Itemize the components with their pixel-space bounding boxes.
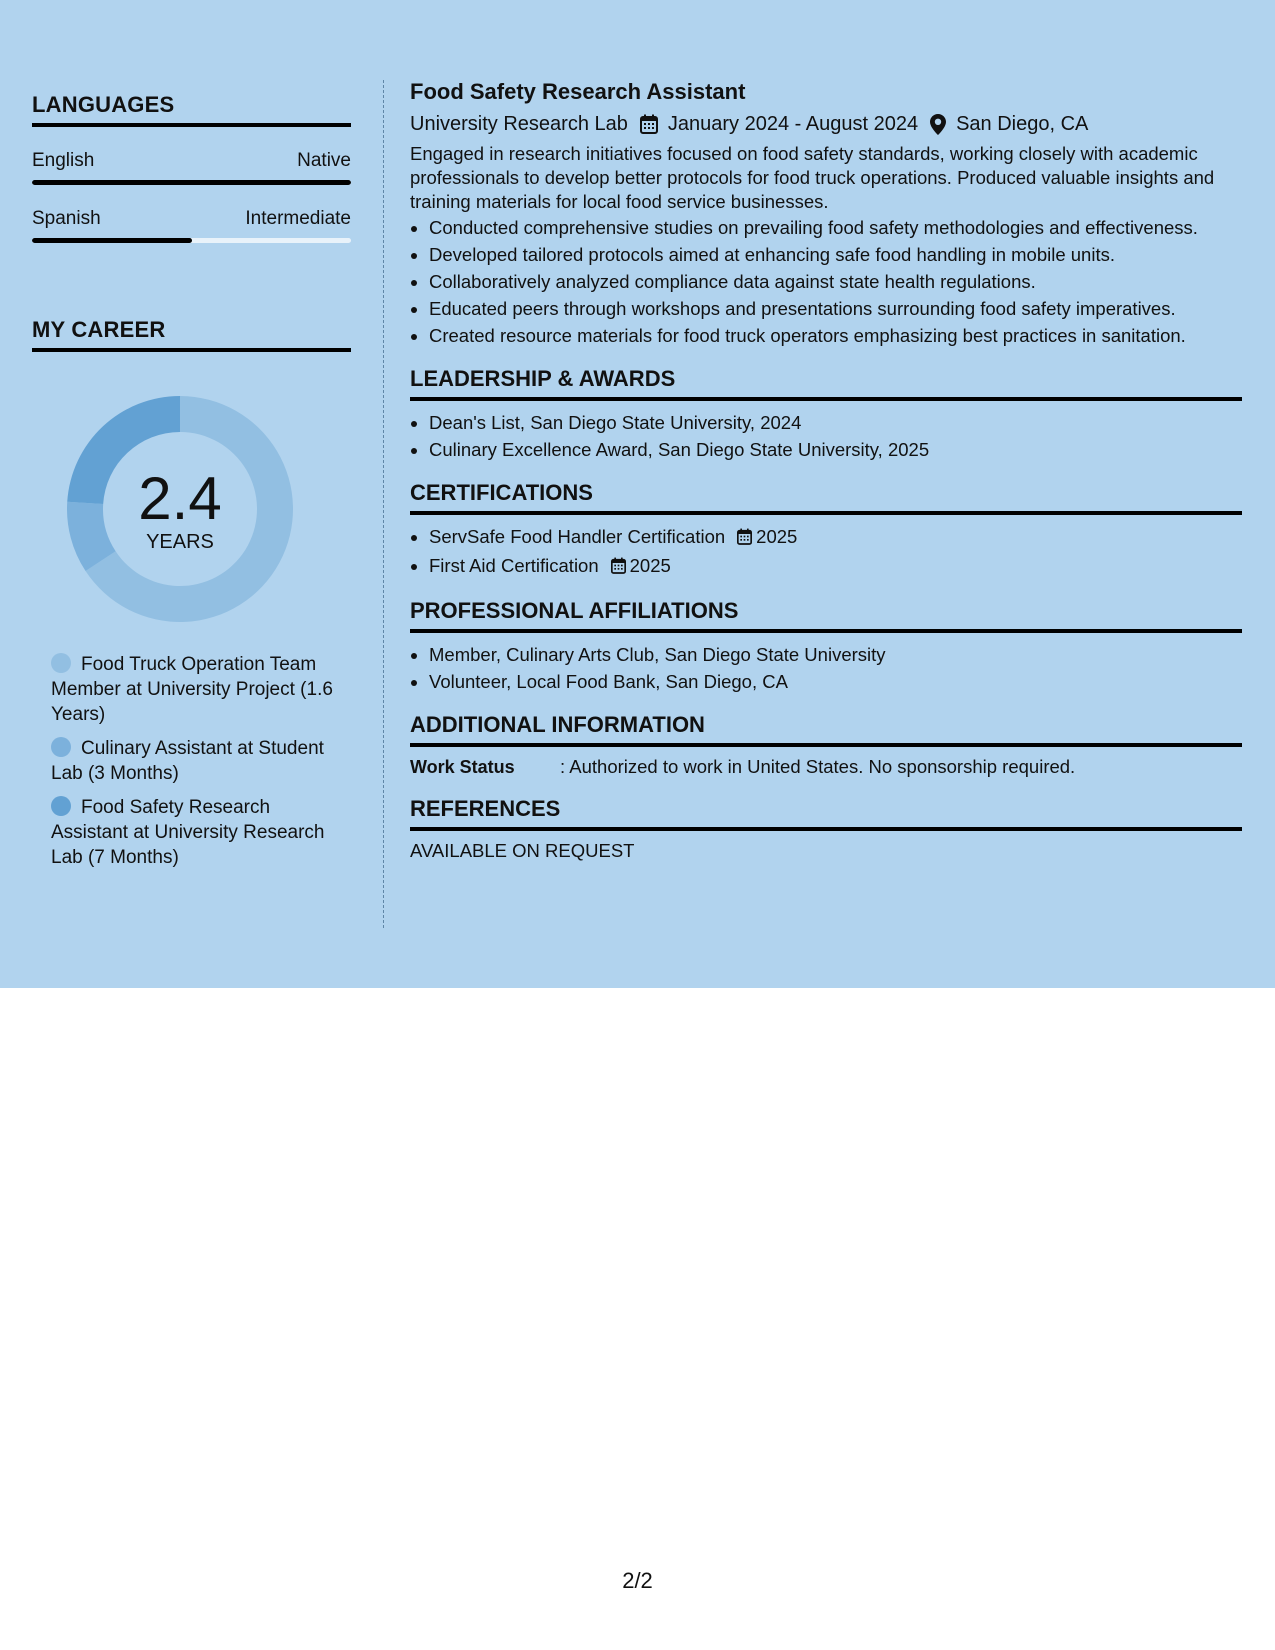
list-item: • Created resource materials for food truck operators emphasizing best practices in sanitation. <box>429 322 1242 349</box>
certification-name: ServSafe Food Handler Certification <box>429 526 726 547</box>
career-legend-item <box>51 795 351 870</box>
certifications-section <box>410 479 1242 581</box>
job-title: Food Safety Research Assistant <box>410 79 746 104</box>
main-content <box>410 78 1242 863</box>
awards-list <box>410 409 1242 463</box>
certification-year: 2025 <box>756 526 798 547</box>
sidebar <box>32 92 351 879</box>
certification-name: First Aid Certification <box>429 555 599 576</box>
language-name: English <box>32 150 95 171</box>
location-pin-icon <box>930 114 946 135</box>
awards-heading: LEADERSHIP & AWARDS <box>410 365 1242 401</box>
references-section <box>410 795 1242 863</box>
work-status-row <box>410 755 1242 779</box>
list-item: • Developed tailored protocols aimed at enhancing safe food handling in mobile units. <box>429 241 1242 268</box>
affiliations-list <box>410 641 1242 695</box>
career-donut-chart <box>67 396 293 622</box>
page-number: 2/2 <box>622 1568 653 1593</box>
career-legend-item <box>51 736 351 786</box>
legend-dot-icon <box>51 737 71 757</box>
list-item: • Conducted comprehensive studies on prevailing food safety methodologies and effectiveness. <box>429 214 1242 241</box>
career-legend-label: Food Safety Research Assistant at University Research Lab (7 Months) <box>51 797 325 868</box>
job-location: San Diego, CA <box>956 113 1089 135</box>
references-text: AVAILABLE ON REQUEST <box>410 840 635 861</box>
work-status-value: : Authorized to work in United States. No sponsorship required. <box>560 756 1076 777</box>
calendar-icon <box>640 114 658 134</box>
list-item: • Dean's List, San Diego State University, 2024 <box>429 409 1242 436</box>
list-item <box>429 552 1242 581</box>
additional-heading: ADDITIONAL INFORMATION <box>410 711 1242 747</box>
additional-section <box>410 711 1242 779</box>
career-legend-label: Culinary Assistant at Student Lab (3 Months) <box>51 738 324 784</box>
list-item: • Educated peers through workshops and presentations surrounding food safety imperatives. <box>429 295 1242 322</box>
calendar-icon <box>737 525 752 552</box>
language-proficiency-fill <box>32 180 351 185</box>
career-heading: MY CAREER <box>32 317 351 352</box>
language-english <box>32 150 351 185</box>
language-level: Intermediate <box>245 208 351 229</box>
references-heading: REFERENCES <box>410 795 1242 831</box>
career-total-value: 2.4 <box>138 464 222 532</box>
job-meta <box>410 110 1242 138</box>
career-total-unit: YEARS <box>146 530 214 553</box>
language-spanish <box>32 208 351 243</box>
career-legend-item <box>51 652 351 727</box>
affiliations-heading: PROFESSIONAL AFFILIATIONS <box>410 597 1242 633</box>
job-dates: January 2024 - August 2024 <box>667 113 919 135</box>
list-item: • Collaboratively analyzed compliance data against state health regulations. <box>429 268 1242 295</box>
column-divider <box>383 80 384 928</box>
certification-year: 2025 <box>629 555 671 576</box>
job-bullets <box>410 214 1242 349</box>
career-legend <box>51 652 351 870</box>
career-legend-label: Food Truck Operation Team Member at University Project (1.6 Years) <box>51 654 333 725</box>
calendar-icon <box>611 554 626 581</box>
list-item: • Volunteer, Local Food Bank, San Diego, CA <box>429 668 1242 695</box>
language-proficiency-bar <box>32 180 351 185</box>
languages-heading: LANGUAGES <box>32 92 351 127</box>
work-status-label: Work Status <box>410 757 515 777</box>
certifications-list <box>410 523 1242 581</box>
legend-dot-icon <box>51 653 71 673</box>
language-level: Native <box>297 150 351 171</box>
awards-section <box>410 365 1242 463</box>
language-proficiency-fill <box>32 238 192 243</box>
list-item: • Member, Culinary Arts Club, San Diego State University <box>429 641 1242 668</box>
language-name: Spanish <box>32 208 101 229</box>
legend-dot-icon <box>51 796 71 816</box>
affiliations-section <box>410 597 1242 695</box>
experience-entry <box>410 78 1242 349</box>
list-item: • Culinary Excellence Award, San Diego State University, 2025 <box>429 436 1242 463</box>
language-proficiency-bar <box>32 238 351 243</box>
list-item <box>429 523 1242 552</box>
certifications-heading: CERTIFICATIONS <box>410 479 1242 515</box>
job-company: University Research Lab <box>410 113 628 135</box>
job-description: Engaged in research initiatives focused on food safety standards, working closely with academic professionals to develop better protocols for food truck operations. Produced valuable insights and training materials for local food service businesses. <box>410 143 1215 212</box>
